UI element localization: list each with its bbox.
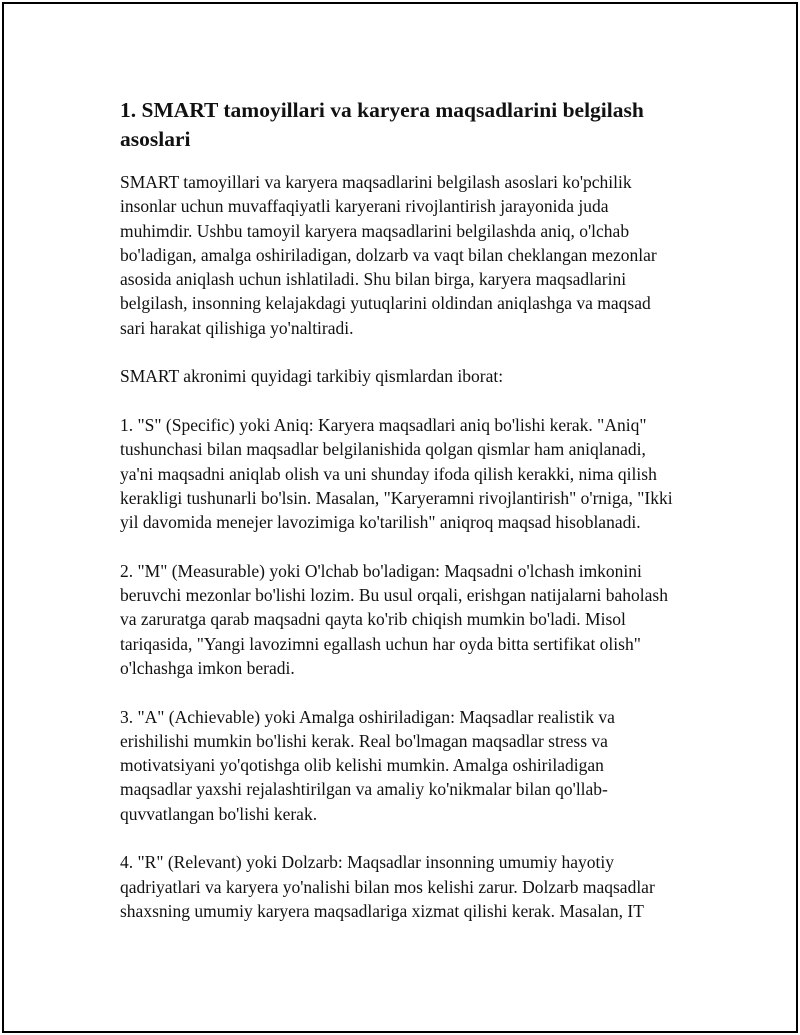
measurable-paragraph: 2. "M" (Measurable) yoki O'lchab bo'ladigan: Maqsadni o'lchash imkonini beruvchi mezonlar bo'lishi lozim. Bu usul orqali, erishgan natijalarni baholash va zaruratga qarab maqsadni qayta ko'rib chiqish mumkin bo'ladi. Misol tariqasida, "Yangi lavozimni egallash uchun har oyda bitta sertifikat olish" o'lchashga imkon beradi. <box>120 560 668 678</box>
intro-paragraph: SMART tamoyillari va karyera maqsadlarini belgilash asoslari ko'pchilik insonlar uchun muvaffaqiyatli karyerani rivojlantirish jarayonida juda muhimdir. Ushbu tamoyil karyera maqsadlarini belgilashda aniq, o'lchab bo'ladigan, amalga oshiriladigan, dolzarb va vaqt bilan cheklangan mezonlar asosida aniqlash uchun ishlatiladi. Shu bilan birga, karyera maqsadlarini belgilash, insonning kelajakdagi yutuqlarini oldindan aniqlashga va maqsad sari harakat qilishiga yo'naltiradi. <box>120 172 657 338</box>
achievable-paragraph: 3. "A" (Achievable) yoki Amalga oshiriladigan: Maqsadlar realistik va erishilishi mumkin bo'lishi kerak. Real bo'lmagan maqsadlar stress va motivatsiyani yo'qotishga olib kelishi mumkin. Amalga oshiriladigan maqsadlar yaxshi rejalashtirilgan va amaliy ko'nikmalar bilan qo'llab-quvvatlangan bo'lishi kerak. <box>120 706 615 824</box>
acronym-intro-paragraph: SMART akronimi quyidagi tarkibiy qismlardan iborat: <box>120 366 504 387</box>
specific-paragraph: 1. "S" (Specific) yoki Aniq: Karyera maqsadlari aniq bo'lishi kerak. "Aniq" tushunchasi bilan maqsadlar belgilanishida qolgan qismlar ham aniqlanadi, ya'ni maqsadni aniqlab olish va uni shunday ifoda qilish kerakki, nima qilish kerakligi tushunarli bo'lsin. Masalan, "Karyeramni rivojlantirish" o'rniga, "Ikki yil davomida menejer lavozimiga ko'tarilish" aniqroq maqsad hisoblanadi. <box>120 414 673 533</box>
document-body <box>120 96 680 948</box>
relevant-paragraph: 4. "R" (Relevant) yoki Dolzarb: Maqsadlar insonning umumiy hayotiy qadriyatlari va karyera yo'nalishi bilan mos kelishi zarur. Dolzarb maqsadlar shaxsning umumiy karyera maqsadlariga xizmat qilishi kerak. Masalan, IT <box>120 852 655 921</box>
section-heading: 1. SMART tamoyillari va karyera maqsadlarini belgilash asoslari <box>120 98 644 151</box>
page-frame <box>2 2 798 1033</box>
